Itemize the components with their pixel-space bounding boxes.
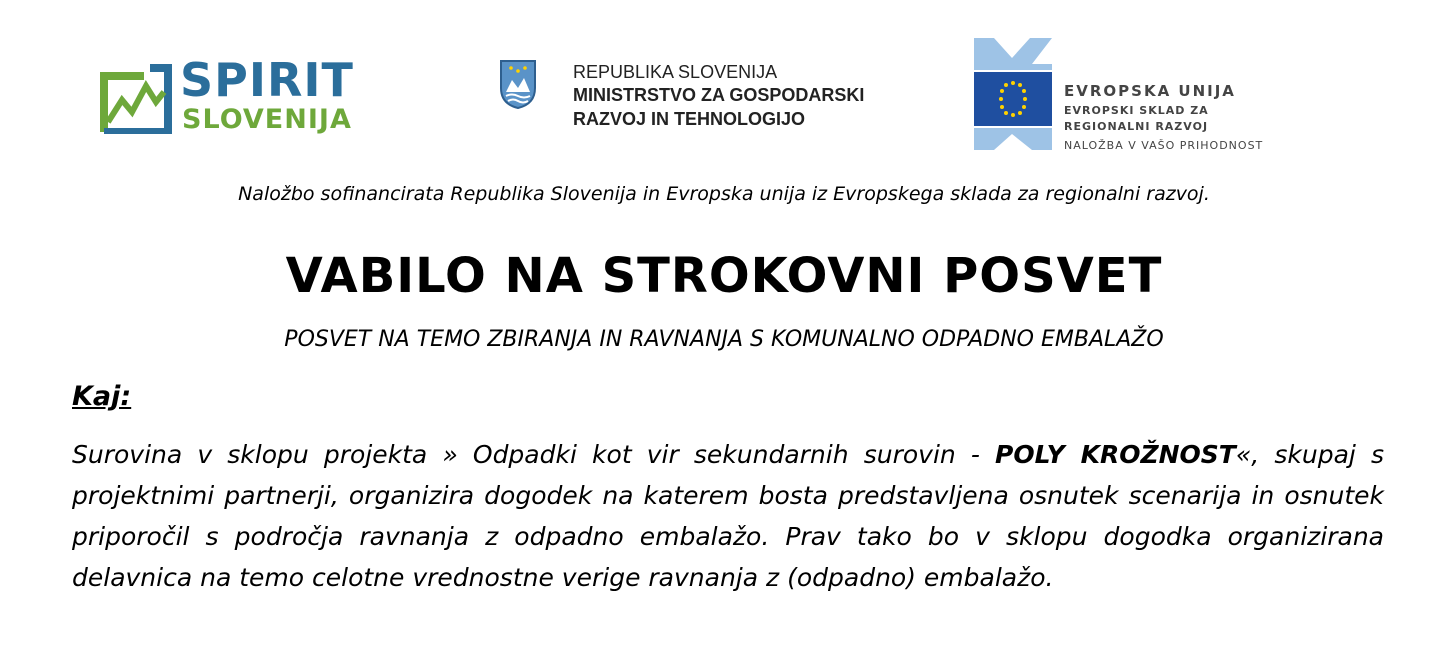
spirit-logo-word: SPIRIT [180, 53, 354, 107]
document-title: VABILO NA STROKOVNI POSVET [285, 248, 1163, 304]
paragraph-text-rest: «, skupaj s projektnimi partnerji, organizira dogodek na katerem bosta predstavljena osnutek scenarija in osnutek priporočil s področja ravnanja z odpadno embalažo. Prav tako bo v sklopu dogodka organizirana delavnica na temo celotne vrednostne verige ravnanja z (odpadno) embalažo. [72, 440, 1385, 592]
eu-line-1: EVROPSKA UNIJA [1064, 82, 1236, 100]
eu-line-4: NALOŽBA V VAŠO PRIHODNOST [1064, 139, 1264, 152]
spirit-slovenija-logo [100, 52, 375, 142]
ministry-logo [498, 58, 878, 138]
ministry-line-3: RAZVOJ IN TEHNOLOGIJO [573, 109, 806, 129]
body-paragraph [72, 434, 1384, 598]
eu-logo [972, 36, 1302, 156]
cofinance-note: Naložbo sofinancirata Republika Slovenija in Evropska unija iz Evropskega sklada za regionalni razvoj. [238, 183, 1210, 205]
eu-flag-icon [972, 36, 1054, 152]
eu-line-2: EVROPSKI SKLAD ZA [1064, 104, 1209, 117]
document-subtitle: POSVET NA TEMO ZBIRANJA IN RAVNANJA S KOMUNALNO ODPADNO EMBALAŽO [284, 327, 1164, 352]
slovenija-logo-word: SLOVENIJA [182, 104, 352, 135]
slovenia-crest-icon [498, 58, 538, 110]
ministry-line-1: REPUBLIKA SLOVENIJA [573, 62, 778, 82]
spirit-mountain-icon [100, 62, 172, 134]
logo-header [0, 0, 1448, 170]
eu-line-3: REGIONALNI RAZVOJ [1064, 120, 1209, 133]
section-heading: Kaj: [72, 381, 132, 412]
ministry-line-2: MINISTRSTVO ZA GOSPODARSKI [573, 85, 865, 105]
paragraph-text-start: Surovina v sklopu projekta » Odpadki kot vir sekundarnih surovin - [72, 440, 996, 469]
project-name-bold: POLY KROŽNOST [995, 440, 1236, 469]
